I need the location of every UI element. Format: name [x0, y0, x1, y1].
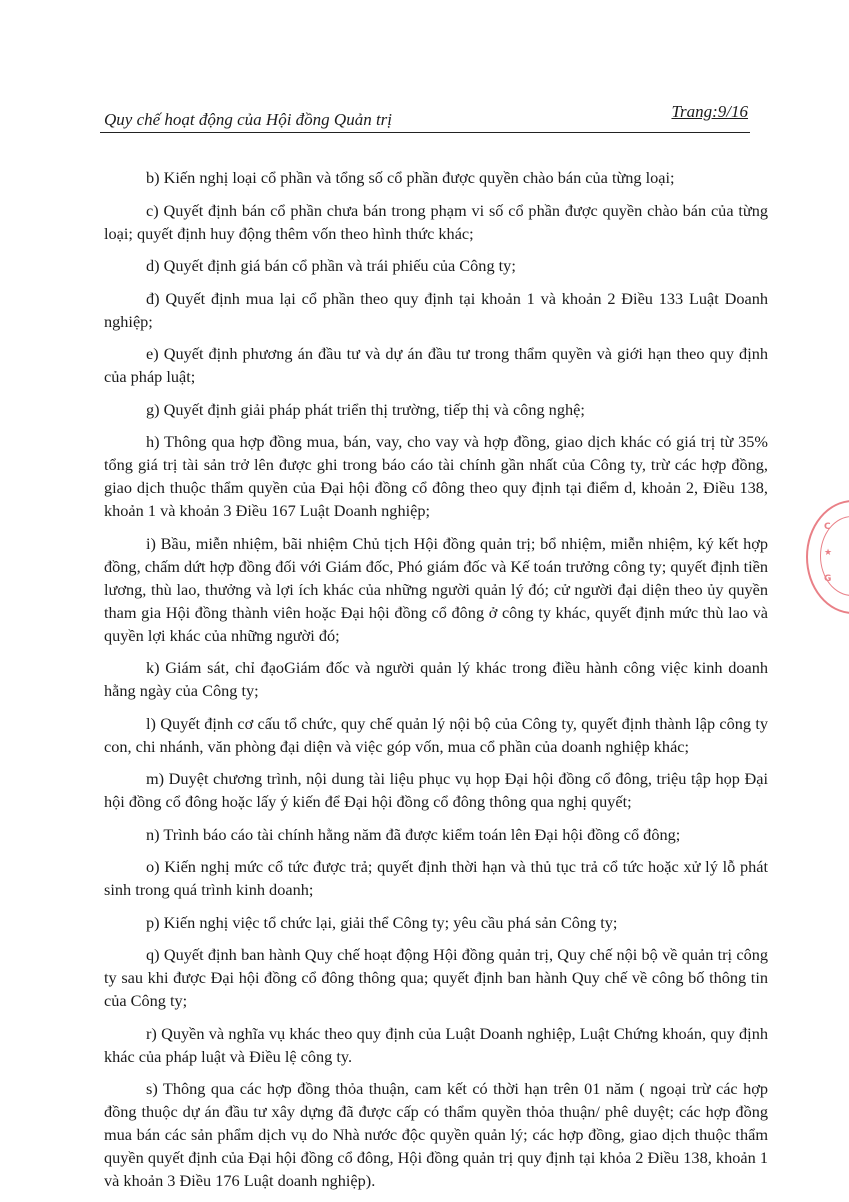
- list-item-n: n) Trình báo cáo tài chính hằng năm đã được kiểm toán lên Đại hội đồng cổ đông;: [146, 824, 681, 844]
- list-item-r: r) Quyền và nghĩa vụ khác theo quy định của Luật Doanh nghiệp, Luật Chứng khoán, quy định khác của pháp luật và Điều lệ công ty.: [104, 1023, 768, 1066]
- seal-star-icon: ★: [824, 548, 833, 558]
- list-item-b: b) Kiến nghị loại cổ phần và tổng số cổ phần được quyền chào bán của từng loại;: [146, 168, 675, 187]
- list-item-d: d) Quyết định giá bán cổ phần và trái phiếu của Công ty;: [146, 256, 516, 275]
- list-item-i: i) Bầu, miễn nhiệm, bãi nhiệm Chủ tịch Hội đồng quản trị; bổ nhiệm, miễn nhiệm, ký kết hợp đồng, chấm dứt hợp đồng đối với Giám đốc, Phó giám đốc và Kế toán trưởng công ty; quyết định tiền lương, thù lao, thưởng và lợi ích khác của những người quản lý đó; cử người đại diện theo ủy quyền tham gia Hội đồng thành viên hoặc Đại hội đồng cổ đông ở công ty khác, quyết định mức thù lao và quyền lợi khác của những người đó;: [104, 533, 768, 645]
- list-item-q: q) Quyết định ban hành Quy chế hoạt động Hội đồng quản trị, Quy chế nội bộ về quản trị công ty sau khi được Đại hội đồng cổ đông thông qua; quyết định ban hành Quy chế về công bố thông tin của Công ty;: [104, 945, 768, 1010]
- list-item-p: p) Kiến nghị việc tổ chức lại, giải thể Công ty; yêu cầu phá sản Công ty;: [146, 912, 618, 932]
- list-item-m: m) Duyệt chương trình, nội dung tài liệu phục vụ họp Đại hội đồng cổ đông, triệu tập họp Đại hội đồng cổ đông hoặc lấy ý kiến để Đại hội đồng cổ đông thông qua nghị quyết;: [104, 769, 768, 811]
- page-header: [100, 100, 750, 133]
- page-number: Trang:9/16: [671, 102, 748, 121]
- list-item-e: e) Quyết định phương án đầu tư và dự án đầu tư trong thẩm quyền và giới hạn theo quy định của pháp luật;: [104, 344, 768, 386]
- document-body: [104, 166, 768, 1202]
- list-item-c: c) Quyết định bán cổ phần chưa bán trong phạm vi số cổ phần được quyền chào bán của từng loại; quyết định huy động thêm vốn theo hình thức khác;: [104, 200, 768, 243]
- seal-text-top: C: [824, 522, 831, 532]
- list-item-h: h) Thông qua hợp đồng mua, bán, vay, cho vay và hợp đồng, giao dịch khác có giá trị từ 35% tổng giá trị tài sản trở lên được ghi trong báo cáo tài chính gần nhất của Công ty, trừ các hợp đồng, giao dịch thuộc thẩm quyền của Đại hội đồng cổ đông theo quy định tại điểm d, khoản 2, Điều 138, khoản 1 và khoản 3 Điều 167 Luật Doanh nghiệp;: [104, 432, 768, 520]
- list-item-g: g) Quyết định giải pháp phát triển thị trường, tiếp thị và công nghệ;: [146, 399, 585, 419]
- list-item-l: l) Quyết định cơ cấu tổ chức, quy chế quản lý nội bộ của Công ty, quyết định thành lập công ty con, chi nhánh, văn phòng đại diện và việc góp vốn, mua cổ phần của doanh nghiệp khác;: [104, 713, 768, 756]
- list-item-s: s) Thông qua các hợp đồng thỏa thuận, cam kết có thời hạn trên 01 năm ( ngoại trừ các hợp đồng thuộc dự án đầu tư xây dựng đã được cấp có thẩm quyền thỏa thuận/ phê duyệt; các hợp đồng mua bán các sản phẩm dịch vụ do Nhà nước độc quyền quản lý; các hợp đồng, giao dịch thuộc thẩm quyền quyết định của Đại hội đồng cổ đông, Hội đồng quản trị quy định tại khỏa 2 Điều 138, khoản 1 và khoản 3 Điều 176 Luật doanh nghiệp).: [104, 1079, 768, 1190]
- list-item-k: k) Giám sát, chỉ đạoGiám đốc và người quản lý khác trong điều hành công việc kinh doanh hằng ngày của Công ty;: [104, 658, 768, 700]
- list-item-dd: đ) Quyết định mua lại cổ phần theo quy định tại khoản 1 và khoản 2 Điều 133 Luật Doanh nghiệp;: [104, 288, 768, 331]
- seal-text-bottom: G: [824, 574, 832, 584]
- header-title: Quy chế hoạt động của Hội đồng Quản trị: [104, 110, 393, 129]
- list-item-o: o) Kiến nghị mức cổ tức được trả; quyết định thời hạn và thủ tục trả cổ tức hoặc xử lý lỗ phát sinh trong quá trình kinh doanh;: [104, 857, 768, 899]
- red-seal-stamp: [806, 500, 849, 614]
